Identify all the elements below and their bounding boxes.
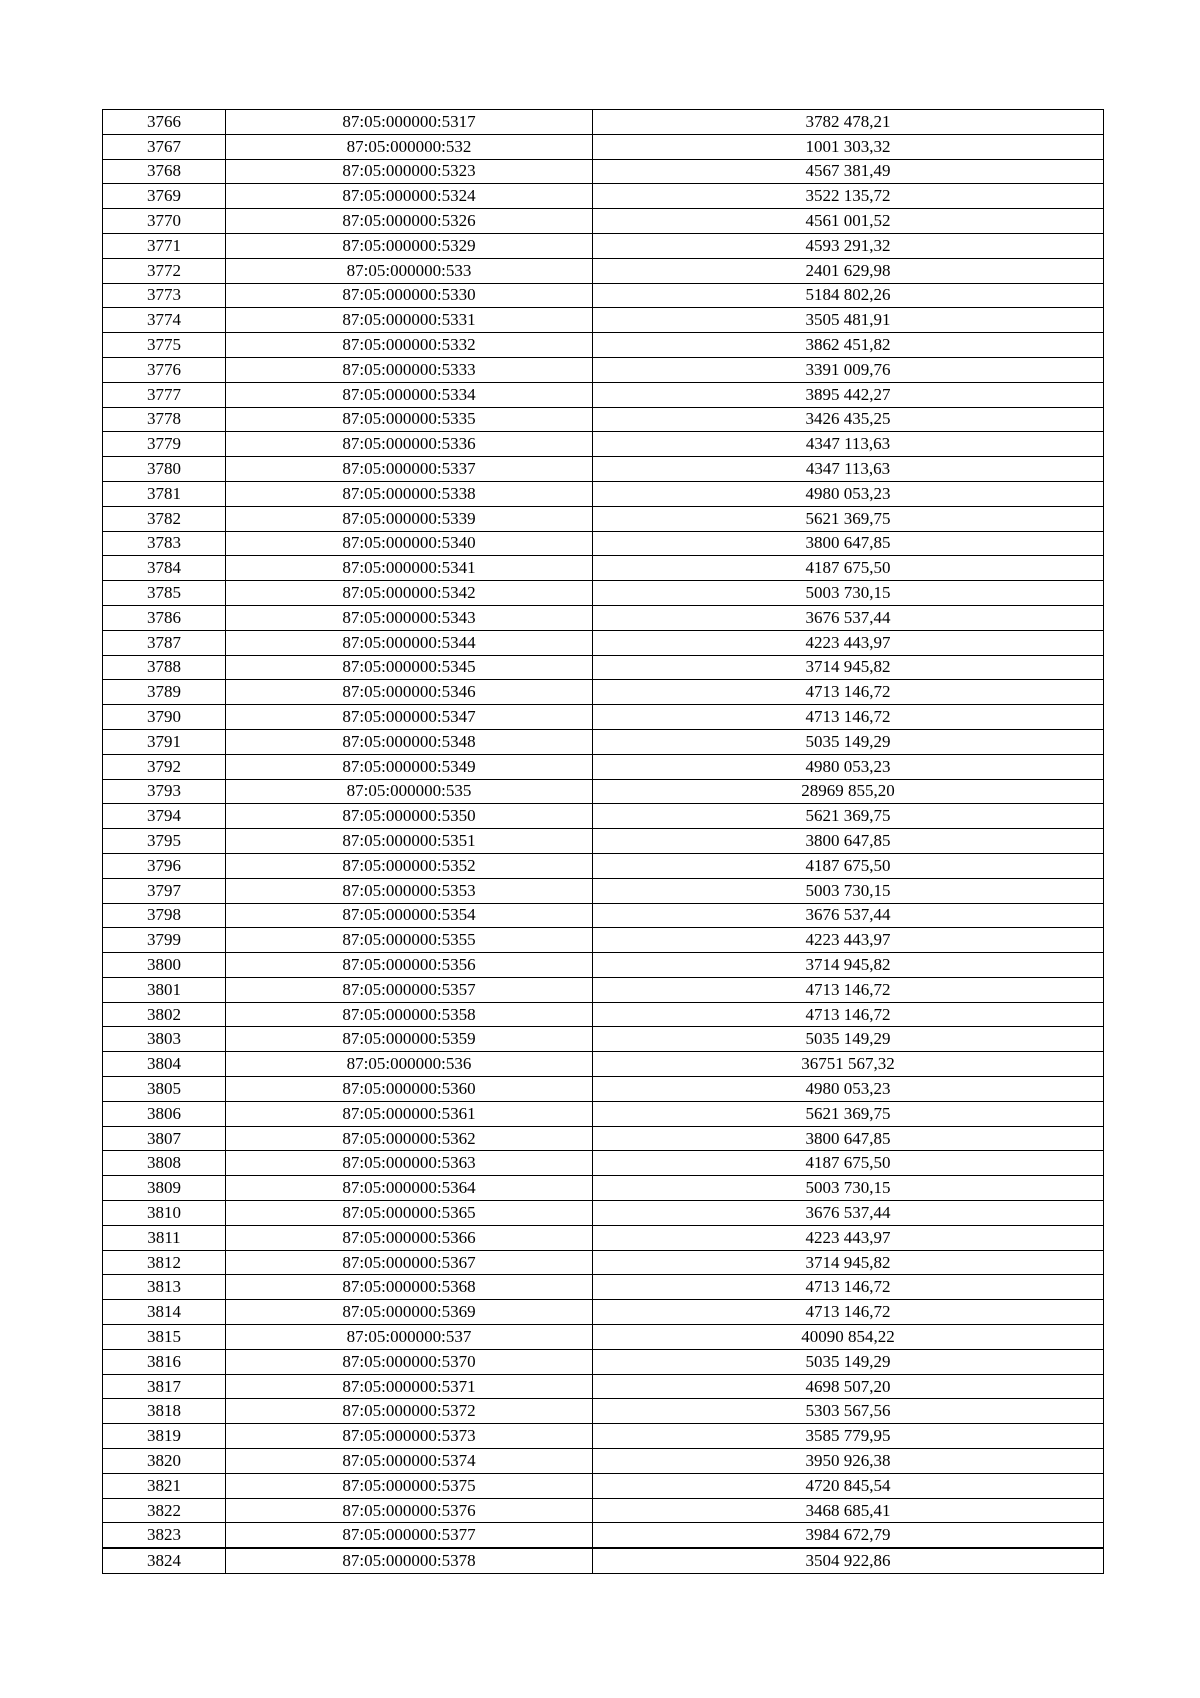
cadastral-number-cell: 87:05:000000:5344 [226,630,593,655]
table-body [103,110,1104,1574]
cadastral-number-cell: 87:05:000000:5343 [226,605,593,630]
row-number-cell: 3804 [103,1052,226,1077]
row-number-cell: 3766 [103,110,226,135]
table-row [103,382,1104,407]
cadastral-value-cell: 4187 675,50 [593,853,1104,878]
row-number-cell: 3818 [103,1399,226,1424]
cadastral-number-cell: 87:05:000000:5333 [226,357,593,382]
cadastral-number-cell: 87:05:000000:5377 [226,1523,593,1548]
row-number-cell: 3769 [103,184,226,209]
row-number-cell: 3798 [103,903,226,928]
cadastral-value-cell: 3800 647,85 [593,829,1104,854]
table-row [103,729,1104,754]
cadastral-value-cell: 3782 478,21 [593,110,1104,135]
table-row [103,1225,1104,1250]
cadastral-value-cell: 4980 053,23 [593,481,1104,506]
cadastral-number-cell: 87:05:000000:5340 [226,531,593,556]
table-row [103,1300,1104,1325]
table-row [103,481,1104,506]
cadastral-number-cell: 87:05:000000:5376 [226,1498,593,1523]
cadastral-number-cell: 87:05:000000:5365 [226,1201,593,1226]
cadastral-number-cell: 87:05:000000:5350 [226,804,593,829]
table-row [103,1523,1104,1548]
row-number-cell: 3767 [103,134,226,159]
cadastral-value-cell: 36751 567,32 [593,1052,1104,1077]
cadastral-number-cell: 87:05:000000:5361 [226,1101,593,1126]
cadastral-number-cell: 87:05:000000:5352 [226,853,593,878]
cadastral-value-cell: 4593 291,32 [593,233,1104,258]
cadastral-number-cell: 87:05:000000:5332 [226,333,593,358]
table-row [103,1473,1104,1498]
cadastral-value-cell: 3800 647,85 [593,531,1104,556]
table-row [103,432,1104,457]
cadastral-number-cell: 87:05:000000:5353 [226,878,593,903]
row-number-cell: 3807 [103,1126,226,1151]
row-number-cell: 3799 [103,928,226,953]
cadastral-value-cell: 3426 435,25 [593,407,1104,432]
row-number-cell: 3805 [103,1077,226,1102]
row-number-cell: 3776 [103,357,226,382]
row-number-cell: 3781 [103,481,226,506]
cadastral-value-cell: 5621 369,75 [593,506,1104,531]
cadastral-number-cell: 87:05:000000:5351 [226,829,593,854]
table-row [103,977,1104,1002]
cadastral-value-cell: 1001 303,32 [593,134,1104,159]
table-row [103,1374,1104,1399]
row-number-cell: 3785 [103,581,226,606]
row-number-cell: 3823 [103,1523,226,1548]
cadastral-number-cell: 87:05:000000:5346 [226,680,593,705]
row-number-cell: 3796 [103,853,226,878]
cadastral-number-cell: 87:05:000000:5359 [226,1027,593,1052]
row-number-cell: 3812 [103,1250,226,1275]
table-row [103,159,1104,184]
row-number-cell: 3788 [103,655,226,680]
cadastral-value-cell: 4980 053,23 [593,754,1104,779]
cadastral-value-cell: 4187 675,50 [593,556,1104,581]
cadastral-number-cell: 87:05:000000:5370 [226,1349,593,1374]
row-number-cell: 3802 [103,1002,226,1027]
table-row [103,1349,1104,1374]
cadastral-value-cell: 3714 945,82 [593,953,1104,978]
cadastral-number-cell: 87:05:000000:5355 [226,928,593,953]
table-row [103,283,1104,308]
table-row [103,531,1104,556]
cadastral-value-cell: 4720 845,54 [593,1473,1104,1498]
row-number-cell: 3821 [103,1473,226,1498]
cadastral-number-cell: 87:05:000000:5374 [226,1449,593,1474]
cadastral-value-cell: 4713 146,72 [593,1300,1104,1325]
row-number-cell: 3771 [103,233,226,258]
table-row [103,184,1104,209]
table-row [103,1052,1104,1077]
cadastral-number-cell: 87:05:000000:5338 [226,481,593,506]
cadastral-number-cell: 87:05:000000:5362 [226,1126,593,1151]
cadastral-number-cell: 87:05:000000:5356 [226,953,593,978]
cadastral-value-cell: 4347 113,63 [593,457,1104,482]
cadastral-value-cell: 5003 730,15 [593,878,1104,903]
cadastral-number-cell: 87:05:000000:533 [226,258,593,283]
row-number-cell: 3772 [103,258,226,283]
cadastral-number-cell: 87:05:000000:5371 [226,1374,593,1399]
cadastral-value-cell: 4698 507,20 [593,1374,1104,1399]
row-number-cell: 3789 [103,680,226,705]
row-number-cell: 3773 [103,283,226,308]
row-number-cell: 3808 [103,1151,226,1176]
cadastral-value-cell: 5621 369,75 [593,804,1104,829]
cadastral-value-cell: 4713 146,72 [593,977,1104,1002]
table-row [103,1498,1104,1523]
table-row [103,1325,1104,1350]
cadastral-value-cell: 5003 730,15 [593,581,1104,606]
cadastral-number-cell: 87:05:000000:5349 [226,754,593,779]
cadastral-value-cell: 4223 443,97 [593,1225,1104,1250]
table-row [103,1027,1104,1052]
cadastral-number-cell: 87:05:000000:5373 [226,1424,593,1449]
table-row [103,928,1104,953]
cadastral-value-cell: 3585 779,95 [593,1424,1104,1449]
cadastral-number-cell: 87:05:000000:5330 [226,283,593,308]
cadastral-value-cell: 3984 672,79 [593,1523,1104,1548]
row-number-cell: 3820 [103,1449,226,1474]
cadastral-number-cell: 87:05:000000:5329 [226,233,593,258]
row-number-cell: 3801 [103,977,226,1002]
cadastral-number-cell: 87:05:000000:5378 [226,1548,593,1573]
table-row [103,903,1104,928]
row-number-cell: 3813 [103,1275,226,1300]
table-row [103,655,1104,680]
cadastral-number-cell: 87:05:000000:5324 [226,184,593,209]
cadastral-number-cell: 87:05:000000:5368 [226,1275,593,1300]
row-number-cell: 3794 [103,804,226,829]
table-row [103,1201,1104,1226]
table-row [103,1002,1104,1027]
table-row [103,1126,1104,1151]
cadastral-value-cell: 4187 675,50 [593,1151,1104,1176]
cadastral-value-cell: 5035 149,29 [593,1027,1104,1052]
row-number-cell: 3777 [103,382,226,407]
cadastral-number-cell: 87:05:000000:5363 [226,1151,593,1176]
cadastral-value-cell: 3505 481,91 [593,308,1104,333]
row-number-cell: 3816 [103,1349,226,1374]
cadastral-value-cell: 28969 855,20 [593,779,1104,804]
cadastral-value-cell: 3895 442,27 [593,382,1104,407]
cadastral-value-cell: 3522 135,72 [593,184,1104,209]
table-row [103,581,1104,606]
row-number-cell: 3783 [103,531,226,556]
row-number-cell: 3774 [103,308,226,333]
row-number-cell: 3778 [103,407,226,432]
table-row [103,605,1104,630]
row-number-cell: 3780 [103,457,226,482]
cadastral-number-cell: 87:05:000000:5341 [226,556,593,581]
table-row [103,110,1104,135]
row-number-cell: 3792 [103,754,226,779]
table-row [103,308,1104,333]
cadastral-number-cell: 87:05:000000:5364 [226,1176,593,1201]
cadastral-value-cell: 5621 369,75 [593,1101,1104,1126]
table-row [103,333,1104,358]
cadastral-number-cell: 87:05:000000:5347 [226,705,593,730]
cadastral-value-cell: 2401 629,98 [593,258,1104,283]
row-number-cell: 3822 [103,1498,226,1523]
table-row [103,754,1104,779]
table-row [103,804,1104,829]
cadastral-value-cell: 3676 537,44 [593,903,1104,928]
cadastral-value-cell: 3714 945,82 [593,1250,1104,1275]
cadastral-value-cell: 4567 381,49 [593,159,1104,184]
cadastral-number-cell: 87:05:000000:535 [226,779,593,804]
table-row [103,1548,1104,1573]
table-row [103,705,1104,730]
cadastral-number-cell: 87:05:000000:5331 [226,308,593,333]
cadastral-value-cell: 4713 146,72 [593,1002,1104,1027]
cadastral-number-cell: 87:05:000000:5348 [226,729,593,754]
row-number-cell: 3815 [103,1325,226,1350]
table-row [103,829,1104,854]
table-row [103,506,1104,531]
cadastral-number-cell: 87:05:000000:5372 [226,1399,593,1424]
row-number-cell: 3795 [103,829,226,854]
table-row [103,953,1104,978]
table-row [103,1449,1104,1474]
row-number-cell: 3791 [103,729,226,754]
table-row [103,1250,1104,1275]
table-row [103,1399,1104,1424]
cadastral-number-cell: 87:05:000000:5345 [226,655,593,680]
cadastral-number-cell: 87:05:000000:5326 [226,209,593,234]
table-row [103,680,1104,705]
cadastral-value-cell: 4347 113,63 [593,432,1104,457]
cadastral-value-cell: 3676 537,44 [593,605,1104,630]
cadastral-number-cell: 87:05:000000:536 [226,1052,593,1077]
cadastral-number-cell: 87:05:000000:5354 [226,903,593,928]
row-number-cell: 3793 [103,779,226,804]
cadastral-number-cell: 87:05:000000:5357 [226,977,593,1002]
cadastral-number-cell: 87:05:000000:5360 [226,1077,593,1102]
cadastral-number-cell: 87:05:000000:532 [226,134,593,159]
row-number-cell: 3806 [103,1101,226,1126]
table-row [103,1077,1104,1102]
row-number-cell: 3824 [103,1548,226,1573]
row-number-cell: 3784 [103,556,226,581]
cadastral-number-cell: 87:05:000000:5369 [226,1300,593,1325]
cadastral-value-cell: 3800 647,85 [593,1126,1104,1151]
cadastral-number-cell: 87:05:000000:5323 [226,159,593,184]
cadastral-number-cell: 87:05:000000:5337 [226,457,593,482]
row-number-cell: 3768 [103,159,226,184]
table-row [103,1275,1104,1300]
cadastral-value-cell: 40090 854,22 [593,1325,1104,1350]
cadastral-number-cell: 87:05:000000:5334 [226,382,593,407]
cadastral-number-cell: 87:05:000000:5339 [226,506,593,531]
cadastral-value-cell: 4713 146,72 [593,705,1104,730]
cadastral-number-cell: 87:05:000000:5342 [226,581,593,606]
cadastral-value-cell: 5035 149,29 [593,1349,1104,1374]
row-number-cell: 3775 [103,333,226,358]
cadastral-value-cell: 4713 146,72 [593,1275,1104,1300]
cadastral-value-cell: 5035 149,29 [593,729,1104,754]
row-number-cell: 3779 [103,432,226,457]
cadastral-value-cell: 4561 001,52 [593,209,1104,234]
row-number-cell: 3803 [103,1027,226,1052]
cadastral-value-cell: 4980 053,23 [593,1077,1104,1102]
cadastral-value-cell: 3391 009,76 [593,357,1104,382]
cadastral-number-cell: 87:05:000000:5375 [226,1473,593,1498]
table-row [103,878,1104,903]
cadastral-value-cell: 3714 945,82 [593,655,1104,680]
row-number-cell: 3810 [103,1201,226,1226]
row-number-cell: 3786 [103,605,226,630]
cadastral-number-cell: 87:05:000000:5335 [226,407,593,432]
row-number-cell: 3800 [103,953,226,978]
table-row [103,357,1104,382]
row-number-cell: 3787 [103,630,226,655]
cadastral-value-table [102,109,1104,1574]
cadastral-number-cell: 87:05:000000:537 [226,1325,593,1350]
table-row [103,556,1104,581]
row-number-cell: 3814 [103,1300,226,1325]
cadastral-value-cell: 4223 443,97 [593,630,1104,655]
cadastral-value-cell: 3504 922,86 [593,1548,1104,1573]
table-row [103,779,1104,804]
row-number-cell: 3770 [103,209,226,234]
table-row [103,1424,1104,1449]
table-row [103,630,1104,655]
cadastral-number-cell: 87:05:000000:5317 [226,110,593,135]
row-number-cell: 3817 [103,1374,226,1399]
cadastral-value-cell: 5003 730,15 [593,1176,1104,1201]
cadastral-value-cell: 3950 926,38 [593,1449,1104,1474]
row-number-cell: 3811 [103,1225,226,1250]
table-row [103,457,1104,482]
cadastral-value-cell: 4713 146,72 [593,680,1104,705]
cadastral-number-cell: 87:05:000000:5367 [226,1250,593,1275]
table-row [103,134,1104,159]
cadastral-value-cell: 5303 567,56 [593,1399,1104,1424]
cadastral-value-cell: 5184 802,26 [593,283,1104,308]
row-number-cell: 3819 [103,1424,226,1449]
row-number-cell: 3790 [103,705,226,730]
table-row [103,209,1104,234]
row-number-cell: 3797 [103,878,226,903]
cadastral-number-cell: 87:05:000000:5366 [226,1225,593,1250]
table-row [103,1101,1104,1126]
cadastral-value-cell: 3468 685,41 [593,1498,1104,1523]
cadastral-value-cell: 3676 537,44 [593,1201,1104,1226]
table-row [103,233,1104,258]
table-row [103,407,1104,432]
cadastral-number-cell: 87:05:000000:5358 [226,1002,593,1027]
cadastral-value-cell: 4223 443,97 [593,928,1104,953]
row-number-cell: 3809 [103,1176,226,1201]
table-row [103,1151,1104,1176]
table-row [103,258,1104,283]
table-row [103,1176,1104,1201]
row-number-cell: 3782 [103,506,226,531]
cadastral-value-cell: 3862 451,82 [593,333,1104,358]
table-row [103,853,1104,878]
cadastral-number-cell: 87:05:000000:5336 [226,432,593,457]
